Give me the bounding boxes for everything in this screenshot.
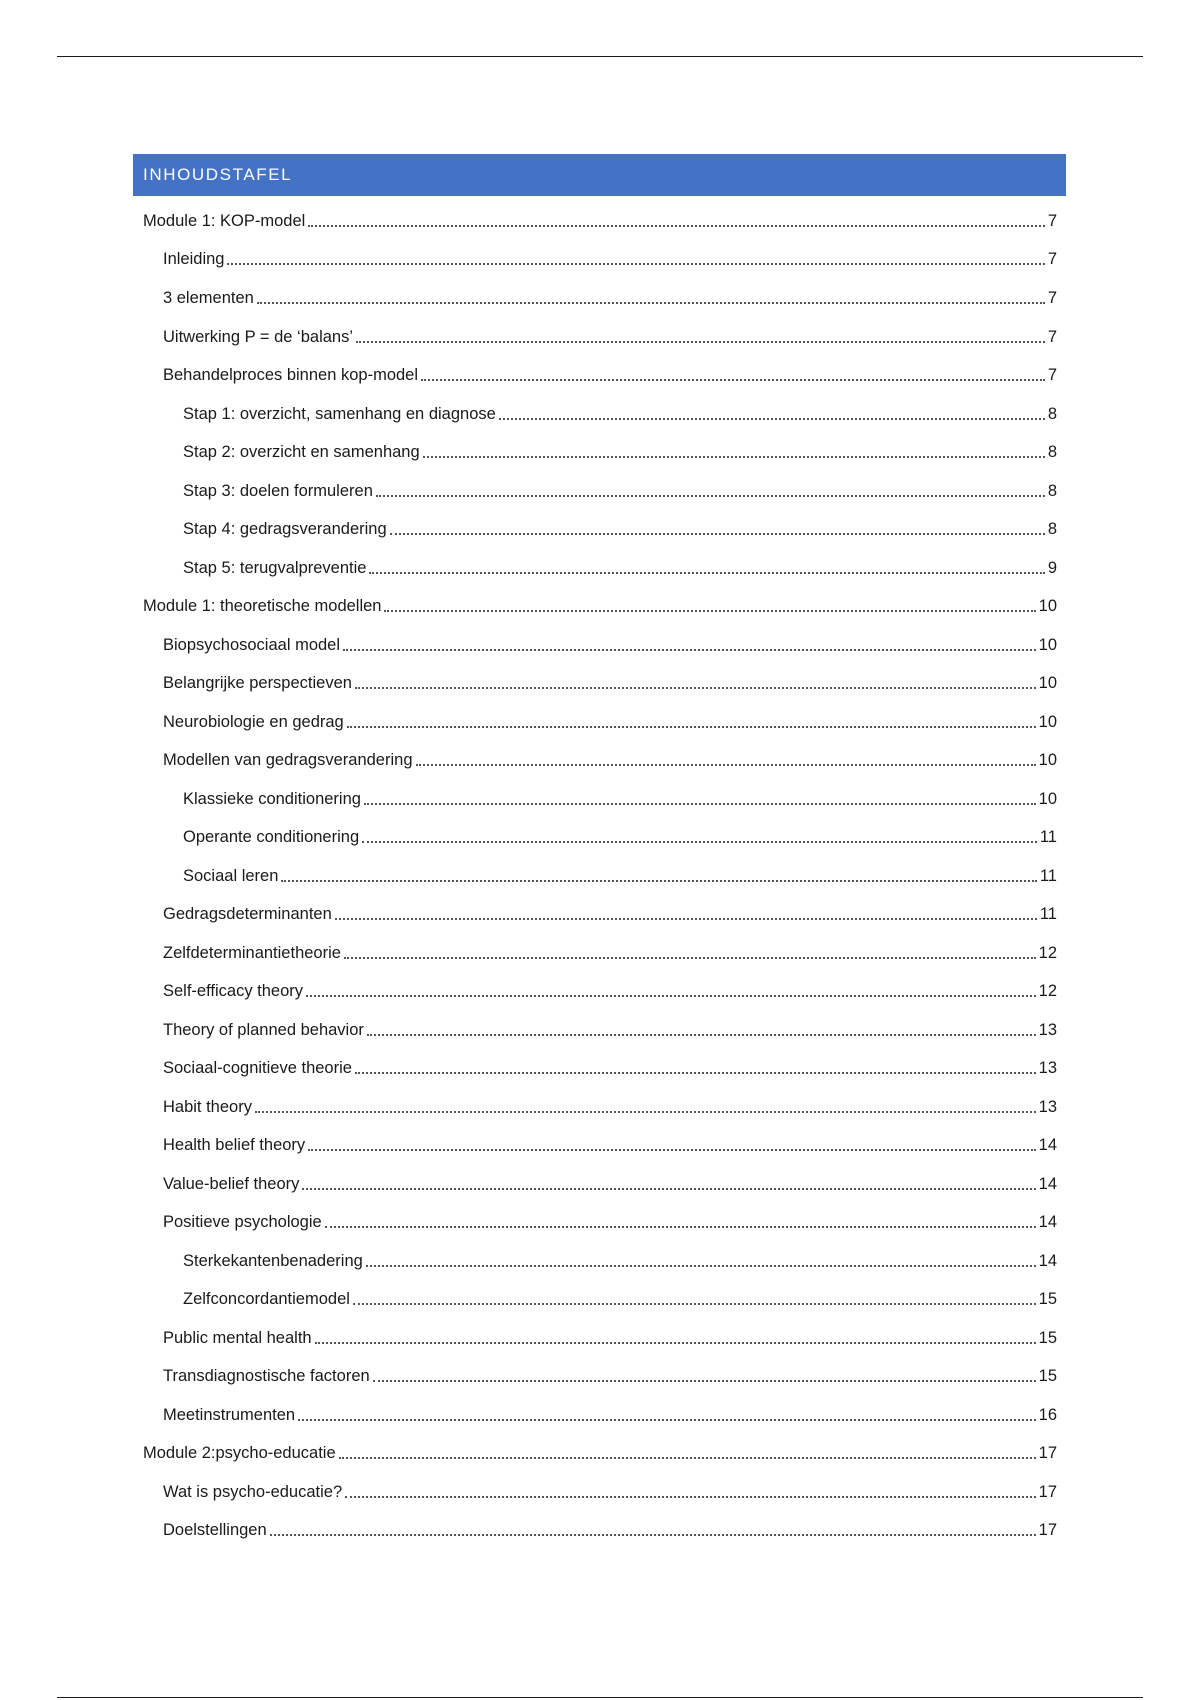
toc-entry[interactable] (183, 515, 1057, 539)
toc-entry-page: 7 (1047, 250, 1057, 268)
toc-dot-leader (227, 263, 1044, 265)
toc-dot-leader (423, 456, 1045, 458)
toc-entry-label: Zelfdeterminantietheorie (163, 944, 341, 962)
toc-entry-label: 3 elementen (163, 289, 254, 307)
toc-entry[interactable] (163, 361, 1057, 385)
toc-entry-label: Module 2:psycho-educatie (143, 1444, 336, 1462)
toc-entry-label: Meetinstrumenten (163, 1406, 296, 1424)
toc-entry[interactable] (183, 1247, 1057, 1271)
toc-entry-page: 9 (1047, 559, 1057, 577)
toc-entry[interactable] (163, 900, 1057, 924)
toc-entry-label: Operante conditionering (183, 828, 360, 846)
toc-entry-label: Stap 5: terugvalpreventie (183, 559, 367, 577)
toc-entry-label: Stap 3: doelen formuleren (183, 482, 373, 500)
toc-entry[interactable] (163, 1170, 1057, 1194)
toc-entry[interactable] (183, 823, 1057, 847)
toc-entry-page: 15 (1038, 1367, 1057, 1385)
toc-entry[interactable] (163, 1478, 1057, 1502)
toc-entry-page: 17 (1038, 1521, 1057, 1539)
toc-entry-page: 11 (1039, 867, 1057, 885)
toc-entry-label: Klassieke conditionering (183, 790, 361, 808)
toc-entry-label: Positieve psychologie (163, 1213, 322, 1231)
toc-dot-leader (347, 726, 1036, 728)
toc-dot-leader (390, 533, 1045, 535)
footer-rule (57, 1697, 1143, 1698)
toc-entry[interactable] (163, 1208, 1057, 1232)
toc-dot-leader (344, 957, 1036, 959)
toc-entry[interactable] (143, 1439, 1057, 1463)
toc-entry[interactable] (183, 785, 1057, 809)
toc-entry-label: Transdiagnostische factoren (163, 1367, 370, 1385)
toc-dot-leader (356, 341, 1045, 343)
toc-entry-label: Wat is psycho-educatie? (163, 1483, 343, 1501)
toc-entry-label: Public mental health (163, 1329, 312, 1347)
toc-dot-leader (308, 225, 1044, 227)
toc-dot-leader (376, 495, 1045, 497)
toc-entry[interactable] (163, 977, 1057, 1001)
toc-dot-leader (345, 1496, 1036, 1498)
toc-dot-leader (308, 1149, 1035, 1151)
toc-entry-label: Inleiding (163, 250, 225, 268)
toc-entry-page: 13 (1038, 1098, 1057, 1116)
toc-entry[interactable] (143, 592, 1057, 616)
toc-entry-page: 16 (1038, 1406, 1057, 1424)
toc-entry[interactable] (163, 1131, 1057, 1155)
toc-entry-page: 7 (1047, 328, 1057, 346)
toc-entry-label: Doelstellingen (163, 1521, 267, 1539)
toc-entry[interactable] (163, 323, 1057, 347)
toc-entry-page: 7 (1047, 366, 1057, 384)
toc-entry[interactable] (163, 1324, 1057, 1348)
toc-entry[interactable] (163, 669, 1057, 693)
toc-dot-leader (366, 1265, 1036, 1267)
toc-dot-leader (373, 1380, 1036, 1382)
toc-dot-leader (421, 379, 1045, 381)
toc-dot-leader (367, 1034, 1036, 1036)
toc-dot-leader (353, 1303, 1036, 1305)
toc-dot-leader (362, 841, 1037, 843)
toc-entry-label: Belangrijke perspectieven (163, 674, 352, 692)
toc-dot-leader (302, 1188, 1035, 1190)
toc-entry-label: Sociaal leren (183, 867, 279, 885)
toc-entry[interactable] (183, 400, 1057, 424)
toc-entry-page: 11 (1039, 828, 1057, 846)
toc-dot-leader (384, 610, 1035, 612)
toc-entry-page: 8 (1047, 482, 1057, 500)
toc-entry-page: 12 (1038, 944, 1057, 962)
toc-entry-page: 8 (1047, 520, 1057, 538)
toc-entry-label: Gedragsdeterminanten (163, 905, 332, 923)
toc-entry[interactable] (163, 1516, 1057, 1540)
toc-entry-page: 13 (1038, 1059, 1057, 1077)
toc-entry-label: Modellen van gedragsverandering (163, 751, 413, 769)
toc-entry-label: Stap 2: overzicht en samenhang (183, 443, 420, 461)
toc-entry[interactable] (183, 1285, 1057, 1309)
toc-entry-label: Sociaal-cognitieve theorie (163, 1059, 352, 1077)
toc-dot-leader (315, 1342, 1036, 1344)
toc-dot-leader (355, 1072, 1036, 1074)
toc-dot-leader (416, 764, 1036, 766)
toc-title: INHOUDSTAFEL (143, 165, 293, 184)
toc-dot-leader (325, 1226, 1036, 1228)
toc-dot-leader (364, 803, 1036, 805)
toc-entry-label: Habit theory (163, 1098, 252, 1116)
toc-entry-label: Stap 4: gedragsverandering (183, 520, 387, 538)
toc-entry[interactable] (143, 207, 1057, 231)
toc-dot-leader (369, 572, 1044, 574)
toc-entry[interactable] (183, 438, 1057, 462)
toc-entry[interactable] (163, 1093, 1057, 1117)
toc-entry-page: 14 (1038, 1175, 1057, 1193)
toc-dot-leader (335, 918, 1037, 920)
toc-entry-label: Biopsychosociaal model (163, 636, 341, 654)
toc-entry-label: Zelfconcordantiemodel (183, 1290, 350, 1308)
toc-entry-label: Sterkekantenbenadering (183, 1252, 363, 1270)
toc-entry-page: 14 (1038, 1252, 1057, 1270)
toc-entry-page: 13 (1038, 1021, 1057, 1039)
toc-entry-label: Health belief theory (163, 1136, 306, 1154)
toc-entry-page: 10 (1038, 713, 1057, 731)
toc-dot-leader (343, 649, 1036, 651)
toc-dot-leader (339, 1457, 1036, 1459)
toc-entry-label: Self-efficacy theory (163, 982, 304, 1000)
toc-dot-leader (255, 1111, 1036, 1113)
toc-dot-leader (355, 687, 1036, 689)
toc-entry-label: Uitwerking P = de ‘balans’ (163, 328, 354, 346)
toc-entry[interactable] (183, 477, 1057, 501)
toc-entry-page: 12 (1038, 982, 1057, 1000)
toc-entry-label: Neurobiologie en gedrag (163, 713, 344, 731)
toc-entry-page: 17 (1038, 1444, 1057, 1462)
toc-dot-leader (281, 880, 1036, 882)
toc-entry[interactable] (163, 746, 1057, 770)
toc-dot-leader (306, 995, 1036, 997)
toc-entry-page: 7 (1047, 289, 1057, 307)
toc-dot-leader (270, 1534, 1036, 1536)
toc-entry-label: Module 1: KOP-model (143, 212, 306, 230)
toc-entry[interactable] (163, 631, 1057, 655)
toc-entry[interactable] (163, 284, 1057, 308)
toc-entry[interactable] (163, 939, 1057, 963)
toc-dot-leader (499, 418, 1045, 420)
toc-entry-label: Stap 1: overzicht, samenhang en diagnose (183, 405, 496, 423)
toc-entry-page: 10 (1038, 597, 1057, 615)
toc-entry-page: 8 (1047, 443, 1057, 461)
toc-entry-page: 17 (1038, 1483, 1057, 1501)
toc-entry-label: Behandelproces binnen kop-model (163, 366, 419, 384)
toc-entry[interactable] (183, 862, 1057, 886)
toc-entry[interactable] (163, 1362, 1057, 1386)
toc-entry[interactable] (183, 554, 1057, 578)
toc-entry-page: 10 (1038, 790, 1057, 808)
toc-dot-leader (298, 1419, 1036, 1421)
toc-entry[interactable] (163, 1401, 1057, 1425)
toc-entry-label: Value-belief theory (163, 1175, 300, 1193)
toc-entry[interactable] (163, 708, 1057, 732)
toc-entry-label: Theory of planned behavior (163, 1021, 364, 1039)
toc-entry-page: 10 (1038, 751, 1057, 769)
toc-entry-page: 10 (1038, 674, 1057, 692)
toc-entry[interactable] (163, 1054, 1057, 1078)
toc-entry[interactable] (163, 1016, 1057, 1040)
toc-dot-leader (257, 302, 1045, 304)
toc-entry-page: 14 (1038, 1136, 1057, 1154)
toc-entry-page: 14 (1038, 1213, 1057, 1231)
toc-entry-page: 15 (1038, 1290, 1057, 1308)
toc-entry-page: 10 (1038, 636, 1057, 654)
toc-entry-page: 11 (1039, 905, 1057, 923)
toc-entry[interactable] (163, 245, 1057, 269)
toc-entry-page: 15 (1038, 1329, 1057, 1347)
toc-entry-page: 7 (1047, 212, 1057, 230)
toc-entry-label: Module 1: theoretische modellen (143, 597, 382, 615)
toc-entry-page: 8 (1047, 405, 1057, 423)
